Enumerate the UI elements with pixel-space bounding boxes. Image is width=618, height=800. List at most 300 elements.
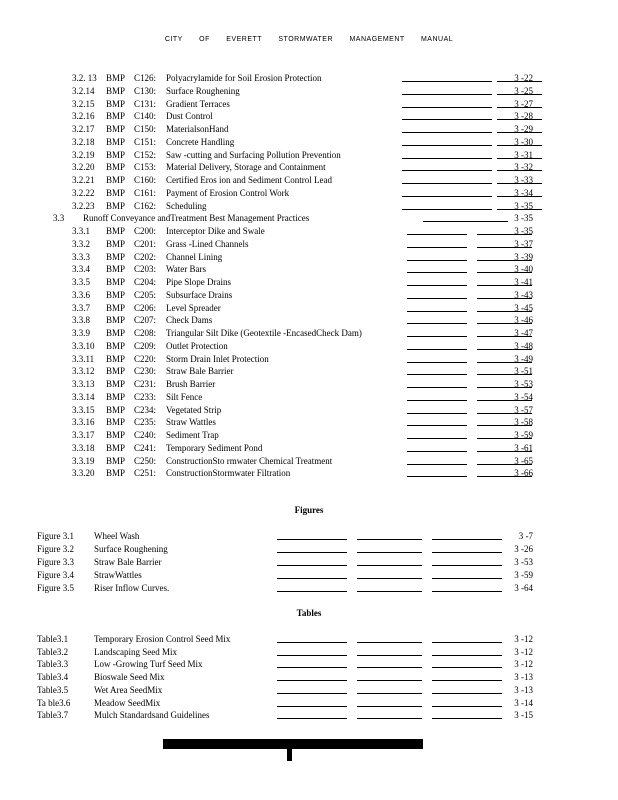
toc-entry-number: 3.2.15 <box>72 98 95 109</box>
figures-heading: Figures <box>294 505 324 515</box>
bmp-code: C126: <box>134 73 157 83</box>
dot-leader <box>277 565 347 566</box>
toc-entry-title: Pipe Slope Drains <box>166 277 231 287</box>
dot-leader <box>477 323 532 324</box>
table-number: Table3.2 <box>37 646 69 657</box>
figure-title: Straw Bale Barrier <box>94 556 162 567</box>
dot-leader <box>407 464 467 465</box>
bmp-label: BMP <box>106 353 126 364</box>
dot-leader <box>402 209 492 210</box>
table-entry[interactable] <box>37 697 533 709</box>
table-title: Temporary Erosion Control Seed Mix <box>94 634 231 644</box>
toc-entry-page: 3 -47 <box>514 328 533 338</box>
running-header: CITY OF EVERETT STORMWATER MANAGEMENT MANUAL <box>164 35 454 44</box>
toc-entry-number: 3.2. 13 <box>72 73 97 83</box>
table-page: 3 -12 <box>514 646 533 657</box>
toc-entry[interactable] <box>72 391 533 403</box>
bmp-label: BMP <box>106 200 126 211</box>
bmp-label: BMP <box>106 404 126 415</box>
toc-entry-title: Concrete Handling <box>166 136 235 147</box>
dot-leader <box>407 234 467 235</box>
bmp-label: BMP <box>106 430 126 440</box>
toc-entry[interactable] <box>72 251 533 263</box>
toc-entry-title: Dust Control <box>166 111 213 122</box>
toc-entry-number: 3.3.9 <box>72 328 90 338</box>
table-page: 3 -13 <box>514 672 533 683</box>
dot-leader <box>407 362 467 363</box>
bmp-code: C203: <box>134 264 157 275</box>
dot-leader <box>402 119 492 120</box>
table-title: Bioswale Seed Mix <box>94 672 165 683</box>
toc-entry-title: Straw Bale Barrier <box>166 366 234 377</box>
bmp-label: BMP <box>106 468 126 479</box>
toc-entry-title: Water Bars <box>166 264 207 275</box>
bmp-label: BMP <box>106 289 126 300</box>
toc-entry-number: 3.2.20 <box>72 162 95 173</box>
toc-entry-page: 3 -53 <box>514 379 533 389</box>
toc-entry-page: 3 -28 <box>514 111 533 122</box>
toc-entry-number: 3.3.10 <box>72 340 95 351</box>
toc-entry-page: 3 -58 <box>514 417 533 428</box>
dot-leader <box>357 578 422 579</box>
toc-entry-page: 3 -46 <box>514 315 533 326</box>
toc-entry-title: Outlet Protection <box>166 340 228 351</box>
figure-page: 3 -7 <box>518 531 533 541</box>
bmp-label: BMP <box>106 315 126 326</box>
bmp-code: C130: <box>134 85 157 96</box>
toc-entry-title: Interceptor Dike and Swale <box>166 226 265 236</box>
dot-leader <box>477 413 532 414</box>
tables-heading: Tables <box>296 608 322 618</box>
dot-leader <box>357 718 422 719</box>
toc-entry-page: 3 -29 <box>514 124 533 134</box>
bmp-code: C140: <box>134 111 157 122</box>
dot-leader <box>477 464 532 465</box>
toc-entry-title: Temporary Sediment Pond <box>166 442 263 453</box>
bmp-code: C161: <box>134 187 157 198</box>
dot-leader <box>477 260 532 261</box>
dot-leader <box>407 247 467 248</box>
toc-entry[interactable] <box>72 123 533 135</box>
bmp-label: BMP <box>106 328 126 338</box>
dot-leader <box>497 94 542 95</box>
dot-leader <box>407 349 467 350</box>
figure-entry[interactable] <box>37 530 533 542</box>
dot-leader <box>402 94 492 95</box>
bmp-label: BMP <box>106 366 126 377</box>
dot-leader <box>432 539 502 540</box>
bmp-code: C240: <box>134 430 157 440</box>
dot-leader <box>477 438 532 439</box>
dot-leader <box>407 451 467 452</box>
toc-entry-title: Sediment Trap <box>166 430 219 440</box>
toc-entry-number: 3.2.14 <box>72 85 95 96</box>
toc-entry-page: 3 -41 <box>514 277 533 287</box>
toc-entry-title: Material Delivery, Storage and Containment <box>166 162 326 173</box>
table-entry[interactable] <box>37 633 533 645</box>
dot-leader <box>402 183 492 184</box>
toc-entry-page: 3 -66 <box>514 468 533 479</box>
dot-leader <box>497 183 542 184</box>
dot-leader <box>402 145 492 146</box>
dot-leader <box>477 425 532 426</box>
toc-entry-title: Triangular Silt Dike (Geotextile -EncasedCheck Dam) <box>166 328 362 338</box>
table-title: Wet Area SeedMix <box>94 684 163 695</box>
toc-entry-number: 3.3.8 <box>72 315 90 326</box>
dot-leader <box>497 81 542 82</box>
toc-entry-number: 3.2.19 <box>72 149 95 160</box>
table-number: Table3.5 <box>37 684 69 695</box>
toc-entry-number: 3.3.7 <box>72 302 90 313</box>
dot-leader <box>432 693 502 694</box>
figure-entry[interactable] <box>37 543 533 555</box>
section-page: 3 -35 <box>514 213 533 224</box>
toc-entry-title: Level Spreader <box>166 302 221 313</box>
dot-leader <box>432 565 502 566</box>
table-title: Landscaping Seed Mix <box>94 646 177 657</box>
toc-entry-page: 3 -35 <box>514 200 533 211</box>
bmp-label: BMP <box>106 162 126 173</box>
toc-entry[interactable] <box>72 455 533 467</box>
dot-leader <box>357 565 422 566</box>
figure-number: Figure 3.5 <box>37 582 74 593</box>
dot-leader <box>477 476 532 477</box>
toc-entry[interactable] <box>72 161 533 173</box>
section-number: 3.3 <box>53 213 65 224</box>
dot-leader <box>477 336 532 337</box>
dot-leader <box>277 680 347 681</box>
bmp-code: C234: <box>134 404 157 415</box>
dot-leader <box>407 336 467 337</box>
bmp-code: C251: <box>134 468 157 479</box>
dot-leader <box>277 655 347 656</box>
dot-leader <box>407 298 467 299</box>
dot-leader <box>497 170 542 171</box>
figure-page: 3 -64 <box>514 582 533 593</box>
toc-entry-number: 3.2.22 <box>72 187 95 198</box>
toc-entry[interactable] <box>72 72 533 84</box>
bmp-code: C202: <box>134 251 157 262</box>
toc-entry-title: Grass -Lined Channels <box>166 238 249 249</box>
figure-page: 3 -59 <box>514 569 533 580</box>
bmp-code: C241: <box>134 442 157 453</box>
dot-leader <box>357 680 422 681</box>
figure-entry[interactable] <box>37 569 533 581</box>
bmp-code: C204: <box>134 277 157 287</box>
dot-leader <box>477 272 532 273</box>
figure-title: Riser Inflow Curves. <box>94 582 170 593</box>
dot-leader <box>432 591 502 592</box>
table-entry[interactable] <box>37 658 533 670</box>
toc-entry-page: 3 -37 <box>514 238 533 249</box>
dot-leader <box>477 311 532 312</box>
toc-entry[interactable] <box>72 149 533 161</box>
figure-number: Figure 3.2 <box>37 543 74 554</box>
dot-leader <box>357 706 422 707</box>
dot-leader <box>407 260 467 261</box>
toc-entry[interactable] <box>72 416 533 428</box>
dot-leader <box>402 107 492 108</box>
toc-entry[interactable] <box>72 225 533 237</box>
bmp-label: BMP <box>106 277 126 287</box>
dot-leader <box>407 413 467 414</box>
bmp-label: BMP <box>106 98 126 109</box>
dot-leader <box>357 591 422 592</box>
dot-leader <box>497 132 542 133</box>
dot-leader <box>432 578 502 579</box>
dot-leader <box>432 706 502 707</box>
dot-leader <box>357 693 422 694</box>
bmp-code: C220: <box>134 353 157 364</box>
bmp-label: BMP <box>106 111 126 122</box>
toc-entry[interactable] <box>72 263 533 275</box>
table-title: Low -Growing Turf Seed Mix <box>94 659 203 670</box>
figure-title: StrawWattles <box>94 569 142 580</box>
bmp-label: BMP <box>106 124 126 134</box>
dot-leader <box>497 107 542 108</box>
toc-entry-page: 3 -40 <box>514 264 533 275</box>
toc-entry[interactable] <box>72 302 533 314</box>
bmp-label: BMP <box>106 187 126 198</box>
table-title: Meadow SeedMix <box>94 697 161 708</box>
bmp-code: C162: <box>134 200 157 211</box>
dot-leader <box>432 552 502 553</box>
footer-bar <box>163 739 423 749</box>
toc-entry[interactable] <box>72 289 533 301</box>
toc-entry[interactable] <box>72 340 533 352</box>
toc-entry-number: 3.3.20 <box>72 468 95 479</box>
figure-entry[interactable] <box>37 556 533 568</box>
toc-entry[interactable] <box>72 187 533 199</box>
toc-entry-number: 3.2.18 <box>72 136 95 147</box>
figure-title: Wheel Wash <box>94 531 140 541</box>
dot-leader <box>357 539 422 540</box>
dot-leader <box>477 285 532 286</box>
toc-entry-page: 3 -57 <box>514 404 533 415</box>
toc-entry-number: 3.3.3 <box>72 251 90 262</box>
dot-leader <box>477 234 532 235</box>
bmp-label: BMP <box>106 85 126 96</box>
bmp-label: BMP <box>106 175 126 185</box>
toc-entry[interactable] <box>72 404 533 416</box>
bmp-code: C152: <box>134 149 157 160</box>
toc-entry[interactable] <box>72 353 533 365</box>
toc-entry-page: 3 -33 <box>514 175 533 185</box>
table-number: Ta ble3.6 <box>37 697 71 708</box>
toc-entry[interactable] <box>72 276 533 288</box>
table-entry[interactable] <box>37 684 533 696</box>
figure-number: Figure 3.4 <box>37 569 74 580</box>
table-page: 3 -13 <box>514 684 533 695</box>
table-entry[interactable] <box>37 671 533 683</box>
bmp-label: BMP <box>106 149 126 160</box>
table-page: 3 -15 <box>514 710 533 721</box>
bmp-label: BMP <box>106 136 126 147</box>
toc-section-heading[interactable] <box>53 212 533 224</box>
dot-leader <box>497 196 542 197</box>
toc-entry-number: 3.3.6 <box>72 289 90 300</box>
toc-entry-number: 3.2.17 <box>72 124 95 134</box>
dot-leader <box>277 591 347 592</box>
bmp-label: BMP <box>106 264 126 275</box>
dot-leader <box>432 667 502 668</box>
toc-entry-number: 3.3.18 <box>72 442 95 453</box>
bmp-label: BMP <box>106 238 126 249</box>
dot-leader <box>497 158 542 159</box>
toc-entry-page: 3 -49 <box>514 353 533 364</box>
toc-entry-number: 3.3.5 <box>72 277 90 287</box>
bmp-code: C207: <box>134 315 157 326</box>
toc-entry-page: 3 -22 <box>514 73 533 83</box>
table-page: 3 -12 <box>514 659 533 670</box>
table-entry[interactable] <box>37 646 533 658</box>
bmp-label: BMP <box>106 73 126 83</box>
bmp-label: BMP <box>106 455 126 466</box>
toc-entry-page: 3 -25 <box>514 85 533 96</box>
dot-leader <box>277 693 347 694</box>
toc-entry-page: 3 -43 <box>514 289 533 300</box>
dot-leader <box>407 438 467 439</box>
toc-entry[interactable] <box>72 429 533 441</box>
dot-leader <box>402 170 492 171</box>
dot-leader <box>357 642 422 643</box>
dot-leader <box>477 247 532 248</box>
bmp-label: BMP <box>106 417 126 428</box>
toc-entry-page: 3 -65 <box>514 455 533 466</box>
dot-leader <box>407 311 467 312</box>
bmp-code: C151: <box>134 136 157 147</box>
bmp-code: C200: <box>134 226 157 236</box>
dot-leader <box>477 400 532 401</box>
bmp-code: C250: <box>134 455 157 466</box>
dot-leader <box>432 655 502 656</box>
dot-leader <box>407 285 467 286</box>
bmp-code: C209: <box>134 340 157 351</box>
toc-entry[interactable] <box>72 238 533 250</box>
bmp-code: C206: <box>134 302 157 313</box>
figure-number: Figure 3.1 <box>37 531 74 541</box>
dot-leader <box>402 132 492 133</box>
dot-leader <box>432 642 502 643</box>
toc-entry-title: Silt Fence <box>166 391 203 402</box>
table-entry[interactable] <box>37 709 533 721</box>
bmp-code: C230: <box>134 366 157 377</box>
dot-leader <box>357 552 422 553</box>
table-number: Table3.7 <box>37 710 69 721</box>
dot-leader <box>357 667 422 668</box>
bmp-code: C231: <box>134 379 157 389</box>
toc-entry-number: 3.3.13 <box>72 379 95 389</box>
dot-leader <box>407 387 467 388</box>
toc-entry-page: 3 -31 <box>514 149 533 160</box>
figure-page: 3 -53 <box>514 556 533 567</box>
table-number: Table3.1 <box>37 634 69 644</box>
table-number: Table3.3 <box>37 659 69 670</box>
dot-leader <box>277 552 347 553</box>
toc-entry-title: Certified Eros ion and Sediment Control Lead <box>166 175 332 185</box>
dot-leader <box>477 298 532 299</box>
dot-leader <box>402 158 492 159</box>
toc-entry[interactable] <box>72 314 533 326</box>
toc-entry-number: 3.3.4 <box>72 264 90 275</box>
toc-entry-page: 3 -45 <box>514 302 533 313</box>
toc-entry-page: 3 -34 <box>514 187 533 198</box>
dot-leader <box>402 81 492 82</box>
bmp-code: C201: <box>134 238 157 249</box>
toc-entry[interactable] <box>72 442 533 454</box>
bmp-label: BMP <box>106 442 126 453</box>
toc-entry-title: Check Dams <box>166 315 213 326</box>
figure-number: Figure 3.3 <box>37 556 74 567</box>
toc-entry-number: 3.3.11 <box>72 353 95 364</box>
toc-entry-number: 3.3.2 <box>72 238 90 249</box>
dot-leader <box>407 272 467 273</box>
toc-entry-page: 3 -32 <box>514 162 533 173</box>
toc-entry-page: 3 -54 <box>514 391 533 402</box>
dot-leader <box>407 400 467 401</box>
bmp-label: BMP <box>106 391 126 402</box>
bmp-code: C235: <box>134 417 157 428</box>
bmp-code: C233: <box>134 391 157 402</box>
dot-leader <box>432 718 502 719</box>
dot-leader <box>407 425 467 426</box>
toc-entry[interactable] <box>72 365 533 377</box>
toc-entry[interactable] <box>72 467 533 479</box>
toc-entry-page: 3 -51 <box>514 366 533 377</box>
toc-entry-page: 3 -39 <box>514 251 533 262</box>
figure-entry[interactable] <box>37 582 533 594</box>
dot-leader <box>423 221 508 222</box>
bmp-label: BMP <box>106 251 126 262</box>
dot-leader <box>407 374 467 375</box>
toc-entry-number: 3.3.15 <box>72 404 95 415</box>
toc-entry-title: MaterialsonHand <box>166 124 229 134</box>
dot-leader <box>277 642 347 643</box>
toc-entry[interactable] <box>72 136 533 148</box>
toc-entry-title: Subsurface Drains <box>166 289 233 300</box>
toc-entry-page: 3 -48 <box>514 340 533 351</box>
toc-entry[interactable] <box>72 98 533 110</box>
toc-entry-title: Channel Lining <box>166 251 223 262</box>
dot-leader <box>432 680 502 681</box>
toc-entry-title: Gradient Terraces <box>166 98 230 109</box>
toc-entry-page: 3 -35 <box>514 226 533 236</box>
toc-entry[interactable] <box>72 174 533 186</box>
bmp-code: C131: <box>134 98 157 109</box>
toc-entry[interactable] <box>72 85 533 97</box>
bmp-label: BMP <box>106 379 126 389</box>
dot-leader <box>477 387 532 388</box>
toc-entry-number: 3.3.12 <box>72 366 95 377</box>
footer-tick <box>287 749 292 761</box>
bmp-label: BMP <box>106 302 126 313</box>
toc-entry[interactable] <box>72 327 533 339</box>
bmp-code: C160: <box>134 175 157 185</box>
toc-entry-title: Straw Wattles <box>166 417 216 428</box>
toc-entry-number: 3.2.21 <box>72 175 95 185</box>
toc-entry-title: Surface Roughening <box>166 85 240 96</box>
dot-leader <box>477 362 532 363</box>
toc-entry[interactable] <box>72 378 533 390</box>
table-page: 3 -14 <box>514 697 533 708</box>
table-title: Mulch Standardsand Guidelines <box>94 710 210 721</box>
dot-leader <box>407 323 467 324</box>
toc-entry-number: 3.3.14 <box>72 391 95 402</box>
toc-entry[interactable] <box>72 200 533 212</box>
toc-entry[interactable] <box>72 110 533 122</box>
toc-entry-page: 3 -59 <box>514 430 533 440</box>
dot-leader <box>277 667 347 668</box>
